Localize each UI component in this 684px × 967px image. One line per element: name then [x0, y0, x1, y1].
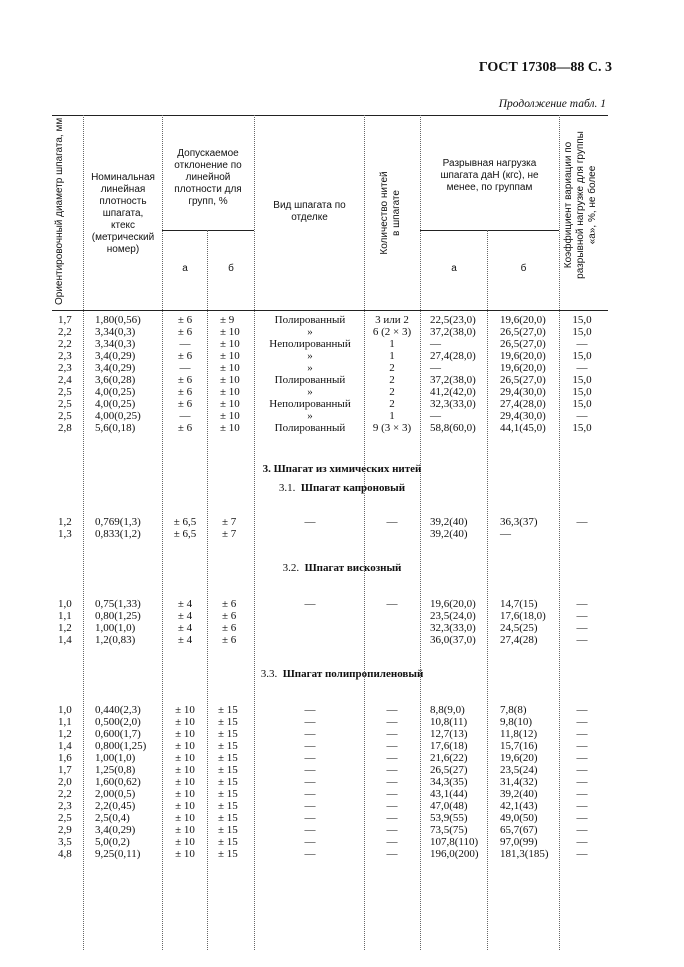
block2-dev-b: ± 7 ± 7: [222, 516, 237, 540]
block2-load-a: 39,2(40) 39,2(40): [430, 516, 468, 540]
block3-load-b: 14,7(15) 17,6(18,0) 24,5(25) 27,4(28): [500, 598, 546, 646]
col-divider: [162, 115, 163, 950]
header-load-a: а: [451, 263, 457, 274]
block1-kind: Полированный » Неполированный » » Полированный » Неполированный » Полированный: [269, 314, 351, 434]
block4-dev-b: ± 15 ± 15 ± 15 ± 15 ± 15 ± 15 ± 15 ± 15 ± 15 ± 15 ± 15 ± 15 ± 15: [218, 704, 238, 860]
block1-dev-a: ± 6 ± 6 — ± 6 — ± 6 ± 6 ± 6 — ± 6: [177, 314, 193, 434]
block3-diameter: 1,0 1,1 1,2 1,4: [58, 598, 72, 646]
header-density: Номинальная линейная плотность шпагата, ктекс (метрический номер): [91, 172, 155, 255]
block2-kind: —: [304, 516, 316, 528]
col-divider: [559, 115, 560, 950]
block1-load-b: 19,6(20,0) 26,5(27,0) 26,5(27,0) 19,6(20,0) 19,6(20,0) 26,5(27,0) 29,4(30,0) 27,4(28,0) 29,4(30,0) 44,1(45,0): [500, 314, 546, 434]
header-cv: Коэффициент вариации по разрывной нагрузке для группы «а», %, не более: [563, 131, 598, 279]
table-continuation-label: Продолжение табл. 1: [498, 98, 606, 110]
header-bottom-rule: [52, 310, 608, 311]
col-divider: [83, 115, 84, 950]
block3-load-a: 19,6(20,0) 23,5(24,0) 32,3(33,0) 36,0(37,0): [430, 598, 476, 646]
subheader-rule-dev: [162, 230, 254, 231]
block1-diameter: 1,7 2,2 2,2 2,3 2,3 2,4 2,5 2,5 2,5 2,8: [58, 314, 72, 434]
section-3-3-title: 3.3. Шпагат полипропиленовый: [260, 668, 424, 680]
block4-diameter: 1,0 1,1 1,2 1,4 1,6 1,7 2,0 2,2 2,3 2,5 2,9 3,5 4,8: [58, 704, 72, 860]
block3-dev-a: ± 4 ± 4 ± 4 ± 4: [177, 598, 193, 646]
block2-load-b: 36,3(37) —: [500, 516, 538, 540]
section-3-title: 3. Шпагат из химических нитей: [262, 463, 422, 475]
block2-diameter: 1,2 1,3: [58, 516, 72, 540]
block1-cv: 15,0 15,0 — 15,0 — 15,0 15,0 15,0 — 15,0: [572, 314, 592, 434]
header-kind: Вид шпагата по отделке: [273, 200, 346, 223]
header-threads: Количество нитей в шпагате: [379, 171, 402, 255]
block3-threads: —: [386, 598, 398, 610]
header-diameter: Ориентировочный диаметр шпагата, мм: [54, 117, 65, 305]
block3-density: 0,75(1,33) 0,80(1,25) 1,00(1,0) 1,2(0,83): [95, 598, 141, 646]
header-load: Разрывная нагрузка шпагата даН (кгс), не менее, по группам: [440, 158, 539, 193]
block1-dev-b: ± 9 ± 10 ± 10 ± 10 ± 10 ± 10 ± 10 ± 10 ± 10 ± 10: [220, 314, 240, 434]
block2-threads: —: [386, 516, 398, 528]
block1-threads: 3 или 2 6 (2 × 3) 1 1 2 2 2 2 1 9 (3 × 3): [372, 314, 412, 434]
block4-threads: — — — — — — — — — — — — —: [386, 704, 398, 860]
header-deviation: Допускаемое отклонение по линейной плотности для групп, %: [174, 148, 242, 207]
block4-dev-a: ± 10 ± 10 ± 10 ± 10 ± 10 ± 10 ± 10 ± 10 ± 10 ± 10 ± 10 ± 10 ± 10: [175, 704, 195, 860]
block4-cv: — — — — — — — — — — — — —: [576, 704, 588, 860]
header-dev-a: а: [182, 263, 188, 274]
subheader-rule-load: [420, 230, 559, 231]
block4-load-a: 8,8(9,0) 10,8(11) 12,7(13) 17,6(18) 21,6(22) 26,5(27) 34,3(35) 43,1(44) 47,0(48) 53,9(55) 73,5(75) 107,8(110) 196,0(200): [430, 704, 479, 860]
block1-load-a: 22,5(23,0) 37,2(38,0) — 27,4(28,0) — 37,2(38,0) 41,2(42,0) 32,3(33,0) — 58,8(60,0): [430, 314, 476, 434]
col-divider: [207, 230, 208, 950]
col-divider: [420, 115, 421, 950]
block3-cv: — — — —: [576, 598, 588, 646]
section-3-2-title: 3.2. Шпагат вискозный: [282, 562, 402, 574]
page-header: ГОСТ 17308—88 С. 3: [478, 60, 612, 75]
header-dev-b: б: [228, 263, 234, 274]
block4-load-b: 7,8(8) 9,8(10) 11,8(12) 15,7(16) 19,6(20) 23,5(24) 31,4(32) 39,2(40) 42,1(43) 49,0(50) 65,7(67) 97,0(99) 181,3(185): [500, 704, 549, 860]
block1-density: 1,80(0,56) 3,34(0,3) 3,34(0,3) 3,4(0,29) 3,4(0,29) 3,6(0,28) 4,0(0,25) 4,0(0,25) 4,00(0,25) 5,6(0,18): [95, 314, 141, 434]
section-3-1-title: 3.1. Шпагат капроновый: [278, 482, 406, 494]
block2-density: 0,769(1,3) 0,833(1,2): [95, 516, 141, 540]
block4-kind: — — — — — — — — — — — — —: [304, 704, 316, 860]
header-load-b: б: [520, 263, 527, 274]
col-divider: [487, 230, 488, 950]
table-top-rule: [52, 115, 608, 116]
col-divider: [364, 115, 365, 950]
block2-dev-a: ± 6,5 ± 6,5: [173, 516, 197, 540]
block3-dev-b: ± 6 ± 6 ± 6 ± 6: [222, 598, 237, 646]
block4-density: 0,440(2,3) 0,500(2,0) 0,600(1,7) 0,800(1,25) 1,00(1,0) 1,25(0,8) 1,60(0,62) 2,00(0,5) 2,2(0,45) 2,5(0,4) 3,4(0,29) 5,0(0,2) 9,25(0,11): [95, 704, 147, 860]
block2-cv: —: [576, 516, 588, 528]
col-divider: [254, 115, 255, 950]
block3-kind: —: [304, 598, 316, 610]
